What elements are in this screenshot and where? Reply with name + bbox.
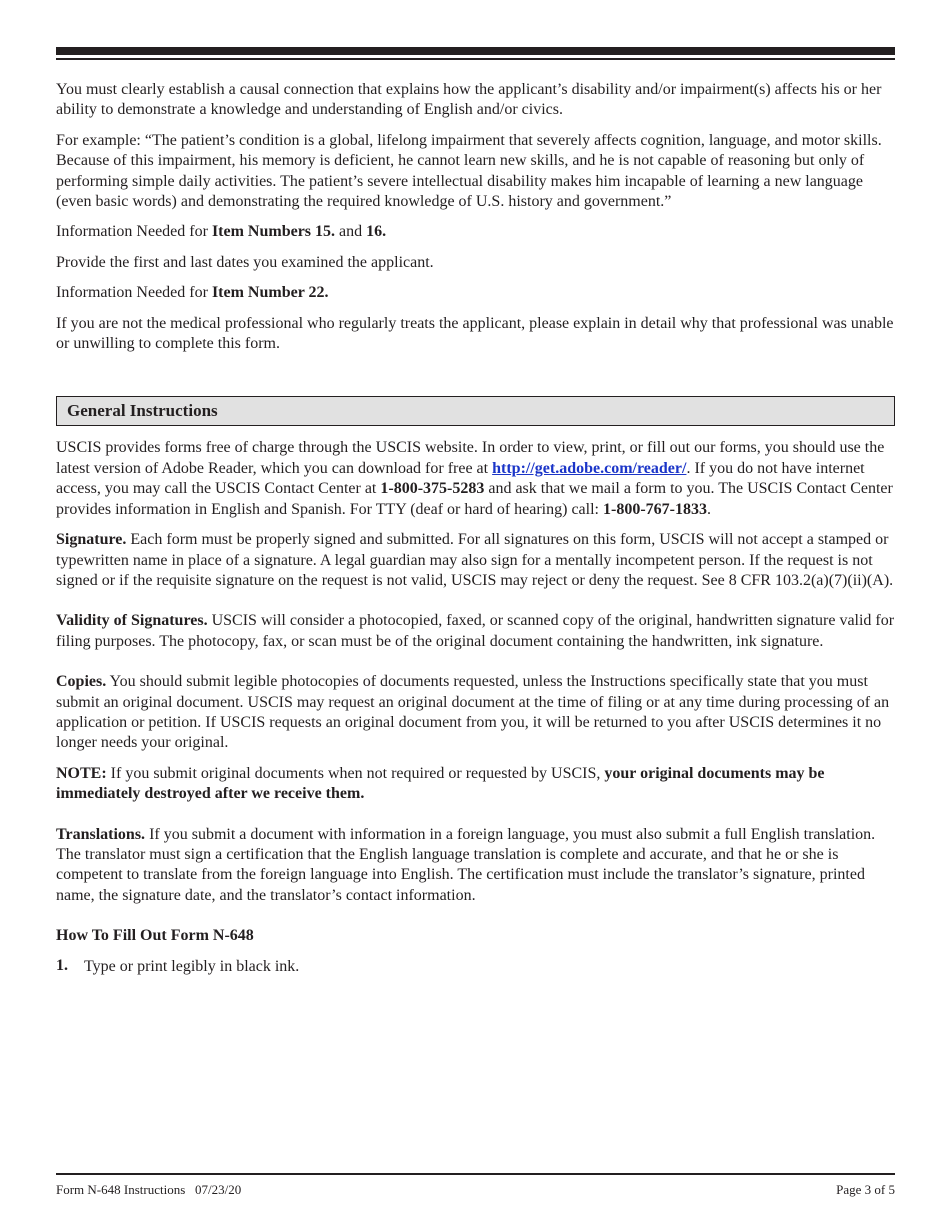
adobe-reader-link[interactable]: http://get.adobe.com/reader/ xyxy=(492,459,687,477)
document-body xyxy=(56,80,895,977)
page-footer xyxy=(56,1182,895,1198)
causal-connection-paragraph: You must clearly establish a causal connection that explains how the applicant’s disability and/or impairment(s) affects his or her ability to demonstrate a knowledge and understanding of English and/or civics. xyxy=(56,81,882,119)
section-title: General Instructions xyxy=(67,401,218,421)
uscis-forms-paragraph: USCIS provides forms free of charge through the USCIS website. In order to view, print, or fill out our forms, you should use the latest version of Adobe Reader, which you can download for free at http://get.adobe.com/reader/. If you do not have internet access, you may call the USCIS Contact Center at 1-800-375-5283 and ask that we mail a form to you. The USCIS Contact Center provides information in English and Spanish. For TTY (deaf or hard of hearing) call: 1-800-767-1833. xyxy=(56,439,893,518)
validity-paragraph: Validity of Signatures. USCIS will consider a photocopied, faxed, or scanned copy of the original, handwritten signature valid for filing purposes. The photocopy, fax, or scan must be of the original document containing the handwritten, ink signature. xyxy=(56,612,895,650)
how-to-fill-heading: How To Fill Out Form N-648 xyxy=(56,927,254,945)
form-identifier: Form N-648 Instructions 07/23/20 xyxy=(56,1182,242,1197)
footer-rule xyxy=(56,1173,895,1175)
instruction-item xyxy=(56,957,895,977)
document-page xyxy=(56,0,895,1230)
item22-paragraph: If you are not the medical professional who regularly treats the applicant, please explain in detail why that professional was unable or unwilling to complete this form. xyxy=(56,314,894,353)
page-number: Page 3 of 5 xyxy=(836,1182,895,1197)
instruction-number: 1. xyxy=(56,956,68,974)
item15-paragraph: Provide the first and last dates you examined the applicant. xyxy=(56,253,434,271)
example-paragraph: For example: “The patient’s condition is a global, lifelong impairment that severely affects cognition, language, and motor skills. Because of this impairment, his memory is deficient, he cannot learn new skills, and he is not capable of reasoning but only of performing simple daily activities. The patient’s severe intellectual disability makes him incapable of learning a new language (even basic words) and demonstrating the required knowledge of U.S. history and government.” xyxy=(56,131,882,211)
translations-paragraph: Translations. If you submit a document with information in a foreign language, you must also submit a full English translation. The translator must sign a certification that the English language translation is complete and accurate, and that he or she is competent to translate from the foreign language into English. The certification must include the translator’s signature, printed name, the signature date, and the translator’s contact information. xyxy=(56,825,876,904)
general-instructions-header xyxy=(56,396,895,426)
contact-center-phone: 1-800-375-5283 xyxy=(380,480,485,498)
tty-phone: 1-800-767-1833 xyxy=(602,500,707,518)
note-paragraph: NOTE: If you submit original documents when not required or requested by USCIS, your original documents may be immediately destroyed after we receive them. xyxy=(56,764,825,803)
item22-heading: Information Needed for Item Number 22. xyxy=(56,284,329,302)
item15-heading: Information Needed for Item Numbers 15. and 16. xyxy=(56,223,387,241)
header-rule-thin xyxy=(56,58,895,60)
header-rule-thick xyxy=(56,47,895,55)
copies-paragraph: Copies. You should submit legible photocopies of documents requested, unless the Instructions specifically state that you must submit an original document. USCIS may request an original document at the time of filing or at any time during processing of an application or petition. If USCIS requests an original document from you, it will be returned to you after USCIS determines it no longer needs your original. xyxy=(56,673,890,752)
instruction-text: Type or print legibly in black ink. xyxy=(84,957,300,975)
signature-paragraph: Signature. Each form must be properly signed and submitted. For all signatures on this form, USCIS will not accept a stamped or typewritten name in place of a signature. A legal guardian may also sign for a mentally incompetent person. If the request is not signed or if the requisite signature on the request is not valid, USCIS may reject or deny the request. See 8 CFR 103.2(a)(7)(ii)(A). xyxy=(56,531,894,589)
